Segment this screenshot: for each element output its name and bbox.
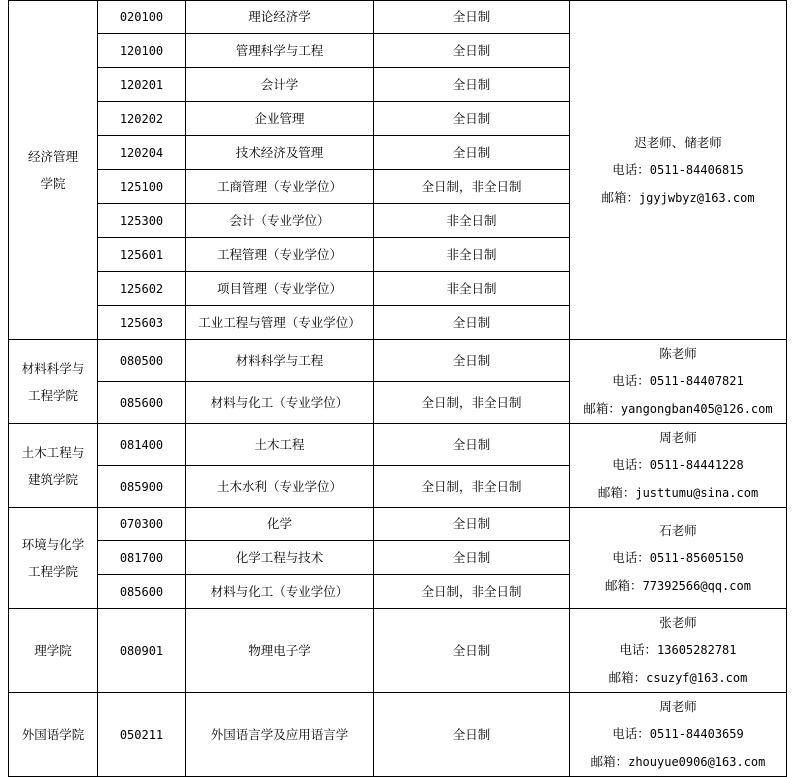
major-code-cell: 080901 [98,609,186,693]
email-label: 邮箱： [590,754,629,769]
phone-label: 电话： [612,726,650,741]
study-mode-cell: 非全日制 [374,238,570,272]
major-code-cell: 081700 [98,541,186,575]
phone-label: 电话： [619,642,658,657]
contact-cell [570,508,787,609]
table-row [9,424,787,466]
email-address: csuzyf@163.com [646,671,748,685]
college-name-line: 外国语学院 [21,727,85,742]
major-name-cell: 会计学 [186,68,374,102]
contact-email-line [572,479,784,507]
major-code-cell: 070300 [98,508,186,541]
college-name-line: 理学院 [34,643,72,658]
study-mode-cell: 全日制 [374,340,570,382]
major-name-cell: 会计（专业学位） [186,204,374,238]
contact-name: 周老师 [659,699,697,714]
contact-phone-line [572,451,784,479]
major-code-cell: 125602 [98,272,186,306]
study-mode-cell: 非全日制 [374,204,570,238]
study-mode-cell: 全日制，非全日制 [374,575,570,609]
email-address: zhouyue0906@163.com [628,755,766,769]
admissions-table-sheet [8,0,786,776]
major-name-cell: 企业管理 [186,102,374,136]
contact-email-line [572,572,784,600]
email-address: 77392566@qq.com [642,578,751,593]
major-name-cell: 化学工程与技术 [186,541,374,575]
email-label: 邮箱： [608,670,647,685]
major-name-cell: 材料与化工（专业学位） [186,575,374,609]
email-label: 邮箱： [605,577,643,593]
table-row [9,508,787,541]
study-mode-cell: 全日制 [374,306,570,340]
contact-name: 周老师 [659,430,697,445]
major-code-cell: 120202 [98,102,186,136]
major-code-cell: 085900 [98,466,186,508]
study-mode-cell: 全日制 [374,693,570,777]
major-name-cell: 土木水利（专业学位） [186,466,374,508]
contact-cell [570,609,787,693]
phone-number: 0511-84441228 [649,458,744,472]
study-mode-cell: 全日制 [374,508,570,541]
contact-name: 石老师 [659,522,697,538]
college-name-line: 工程学院 [27,387,78,403]
major-code-cell: 125300 [98,204,186,238]
major-code-cell: 125603 [98,306,186,340]
major-code-cell: 125100 [98,170,186,204]
contact-phone-line [572,156,784,184]
major-code-cell: 120100 [98,34,186,68]
majors-contact-table [8,0,787,777]
major-code-cell: 080500 [98,340,186,382]
major-name-cell: 化学 [186,508,374,541]
major-code-cell: 120201 [98,68,186,102]
phone-number: 0511-84403659 [649,727,744,741]
phone-number: 0511-85605150 [649,550,744,565]
study-mode-cell: 全日制 [374,424,570,466]
study-mode-cell: 全日制 [374,136,570,170]
study-mode-cell: 全日制 [374,1,570,34]
major-code-cell: 125601 [98,238,186,272]
phone-number: 0511-84406815 [649,162,744,177]
contact-cell [570,340,787,424]
email-address: justtumu@sina.com [635,486,759,500]
contact-cell [570,693,787,777]
college-cell [9,340,98,424]
college-cell [9,693,98,777]
phone-number: 13605282781 [657,643,737,657]
table-row [9,609,787,693]
study-mode-cell: 全日制，非全日制 [374,466,570,508]
contact-name: 张老师 [659,615,697,630]
contact-email-line [572,395,784,423]
major-code-cell: 050211 [98,693,186,777]
phone-label: 电话： [612,549,650,565]
contact-phone-line [572,367,784,395]
major-code-cell: 120204 [98,136,186,170]
college-cell [9,424,98,508]
major-name-cell: 工商管理（专业学位） [186,170,374,204]
contact-email-line [572,748,784,776]
major-name-cell: 材料科学与工程 [186,340,374,382]
college-name-line: 材料科学与 [21,360,85,376]
phone-label: 电话： [612,161,650,177]
contact-phone-line [572,720,784,748]
major-name-cell: 物理电子学 [186,609,374,693]
contact-name: 陈老师 [659,346,697,361]
email-label: 邮箱： [583,401,621,416]
college-cell [9,609,98,693]
study-mode-cell: 非全日制 [374,272,570,306]
major-code-cell: 085600 [98,575,186,609]
email-label: 邮箱： [597,485,636,500]
college-name-line: 经济管理 [27,149,78,164]
major-code-cell: 081400 [98,424,186,466]
major-name-cell: 土木工程 [186,424,374,466]
contact-email-line [572,664,784,692]
contact-email-line [572,184,784,212]
contact-phone-line [572,544,784,572]
college-name-line: 环境与化学 [21,537,85,552]
contact-name: 迟老师、储老师 [634,134,722,150]
study-mode-cell: 全日制 [374,102,570,136]
major-name-cell: 项目管理（专业学位） [186,272,374,306]
major-name-cell: 技术经济及管理 [186,136,374,170]
contact-cell [570,424,787,508]
study-mode-cell: 全日制，非全日制 [374,382,570,424]
major-name-cell: 材料与化工（专业学位） [186,382,374,424]
study-mode-cell: 全日制 [374,541,570,575]
major-name-cell: 工程管理（专业学位） [186,238,374,272]
contact-phone-line [572,636,784,664]
college-cell [9,1,98,340]
major-name-cell: 外国语言学及应用语言学 [186,693,374,777]
college-name-line: 工程学院 [27,564,78,579]
study-mode-cell: 全日制，非全日制 [374,170,570,204]
email-label: 邮箱： [601,189,639,205]
email-address: jgyjwbyz@163.com [638,190,755,205]
college-name-line: 土木工程与 [21,444,85,460]
table-row [9,693,787,777]
college-name-line: 学院 [40,176,66,191]
college-cell [9,508,98,609]
phone-number: 0511-84407821 [649,374,744,388]
study-mode-cell: 全日制 [374,34,570,68]
phone-label: 电话： [612,457,650,472]
table-row [9,1,787,34]
major-name-cell: 工业工程与管理（专业学位） [186,306,374,340]
table-body [9,1,787,777]
phone-label: 电话： [612,373,650,388]
contact-cell [570,1,787,340]
major-code-cell: 020100 [98,1,186,34]
major-code-cell: 085600 [98,382,186,424]
college-name-line: 建筑学院 [27,471,78,487]
major-name-cell: 理论经济学 [186,1,374,34]
email-address: yangongban405@126.com [620,402,773,416]
table-row [9,340,787,382]
study-mode-cell: 全日制 [374,609,570,693]
major-name-cell: 管理科学与工程 [186,34,374,68]
study-mode-cell: 全日制 [374,68,570,102]
